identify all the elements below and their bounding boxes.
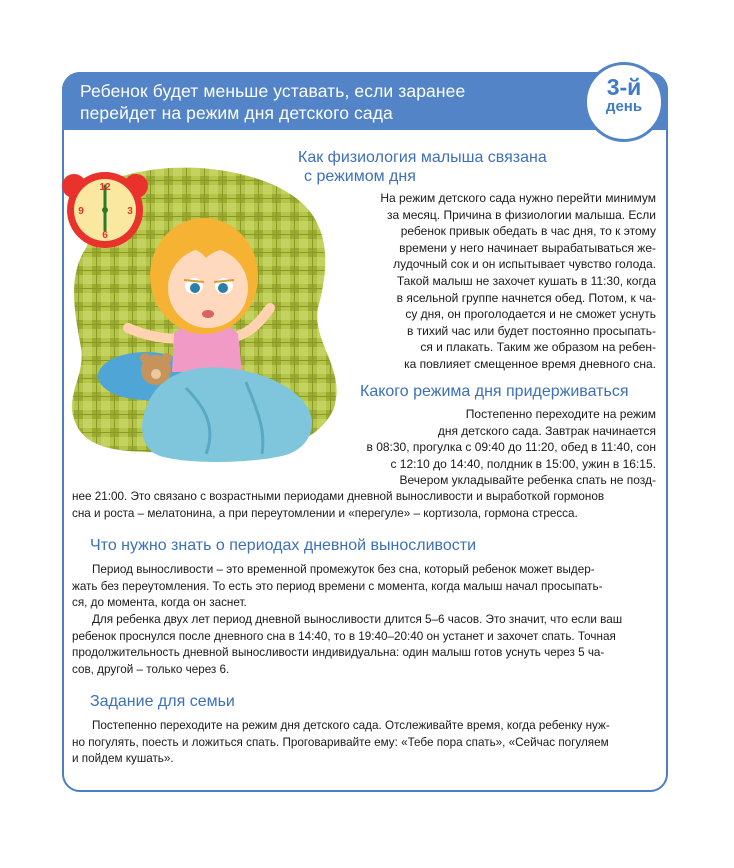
regime-paragraph: Постепенно переходите на режим дня детского сада. Завтрак начинается в 08:30, прогулка с 09:40 до 11:20, обед в 11:40, сон с 12:10 до 14:40, полдник в 15:00, ужин в 16:15. Вечером укладывайте ребенка спать не позд- — [366, 407, 656, 488]
badge-day-word: день — [605, 98, 643, 115]
endurance-paragraph-2: Для ребенка двух лет период дневной выносливости длится 5–6 часов. Это значит, что если ваш ребенок проснулся после дневного сна в 14:40, то в 19:40–20:40 он устанет и захочет спать. Точная продолжительность дневной выносливости индивидуальна: один малыш готов уснуть через 5 ча- сов, другой – только через 6. — [72, 613, 623, 676]
regime-paragraph-continued: нее 21:00. Это связано с возрастными периодами дневной выносливости и выработкой гормонов сна и роста – мелатонина, а при переутомлении и «перегуле» – кортизола, гормона стресса. — [72, 490, 605, 520]
section-heading-physiology: Как физиология малыша связана с режимом дня — [298, 149, 547, 185]
section-heading-regime: Какого режима дня придерживаться — [360, 383, 629, 400]
badge-day-number: 3-й — [606, 74, 642, 100]
page-title: Ребенок будет меньше уставать, если заранее перейдет на режим дня детского сада — [80, 81, 466, 123]
clock-numeral: 3 — [127, 206, 133, 217]
physiology-paragraph: На режим детского сада нужно перейти минимум за месяц. Причина в физиологии малыша. Если ребенок привык обедать в час дня, то к этому времени у него начинает вырабатываться же- лудочный сок и он испытывает чувство голода. Такой малыш не захочет кушать в 11:30, когда в ясельной группе начнется обед. Потом, к ча- су дня, он проголодается и не сможет уснуть в тихий час или будет постоянно просыпать- ся и плакать. Таким же образом на ребен- ка повлияет смещенное время дневного сна. — [380, 191, 656, 371]
family-task-paragraph: Постепенно переходите на режим дня детского сада. Отслеживайте время, когда ребенку нуж- но погулять, поесть и ложиться спать. Проговаривайте ему: «Тебе пора спать», «Сейчас погуляем и пойдем кушать». — [72, 719, 610, 766]
section-heading-endurance: Что нужно знать о периодах дневной выносливости — [90, 537, 477, 554]
clock-numeral: 9 — [78, 206, 84, 217]
clock-numeral: 6 — [102, 230, 108, 241]
clock-numeral: 12 — [99, 182, 111, 193]
sleepy-child-illustration — [56, 158, 352, 478]
section-heading-family-task: Задание для семьи — [90, 693, 235, 710]
day-badge — [584, 62, 664, 142]
endurance-paragraph-1: Период выносливости – это временной промежуток без сна, который ребенок может выдер- жать без переутомления. То есть это период времени с момента, когда малыш начал просыпать- ся, до момента, когда он заснет. — [72, 563, 603, 610]
